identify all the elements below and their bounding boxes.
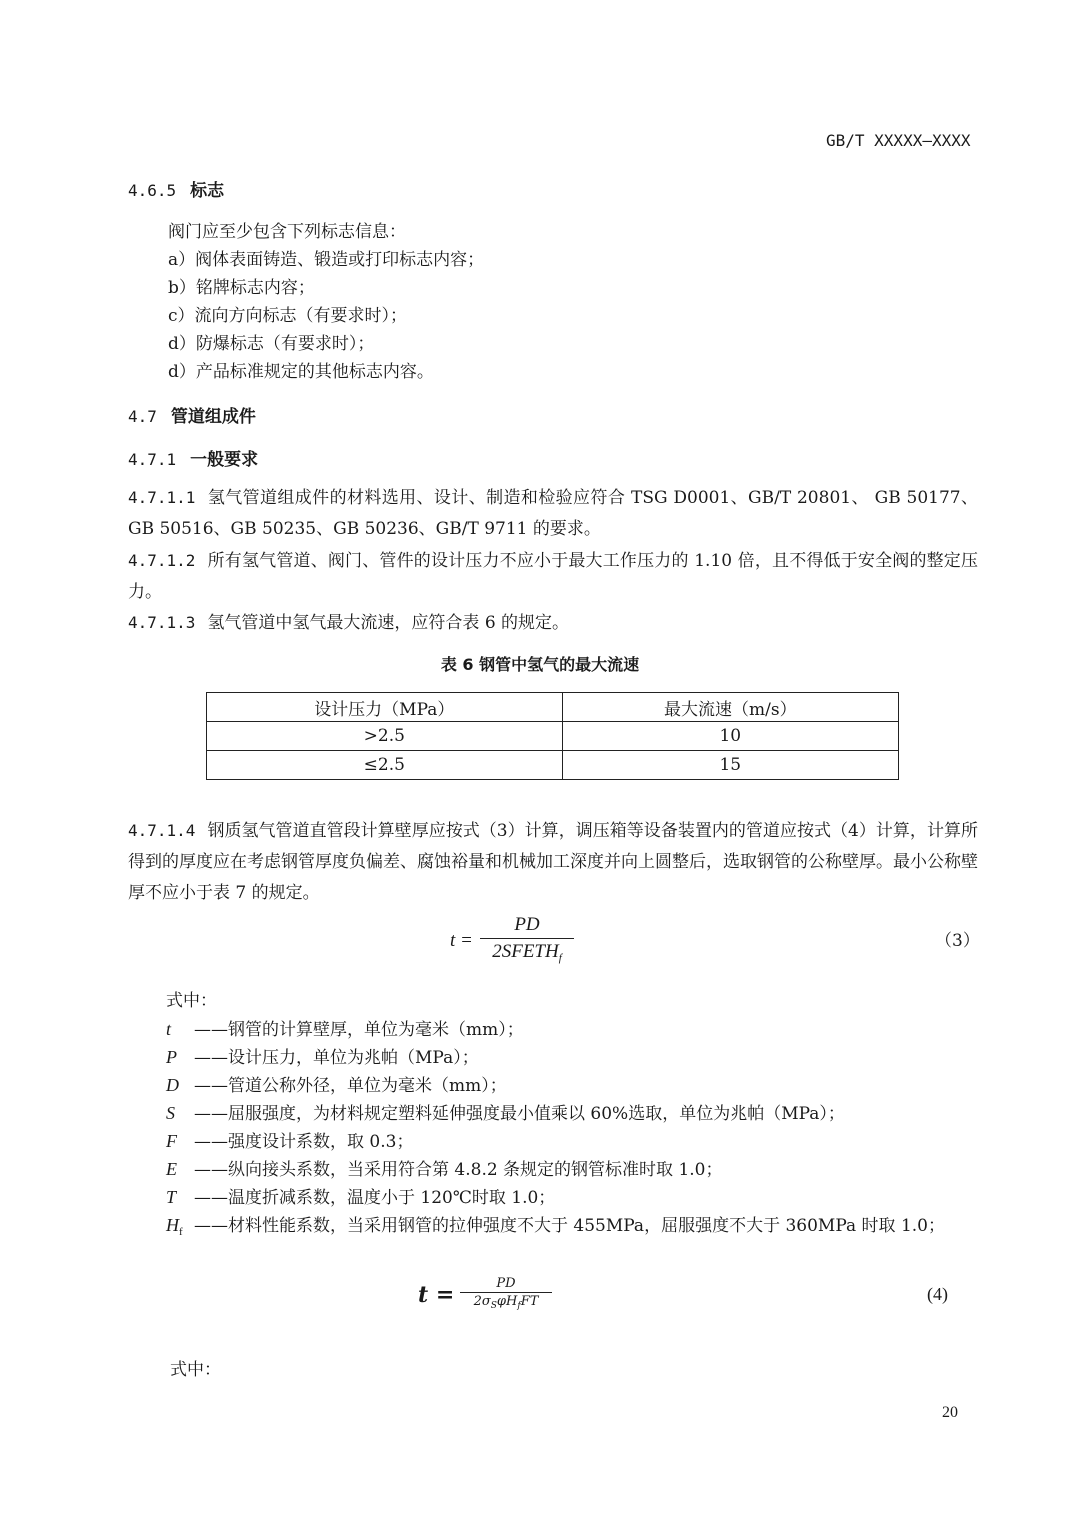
table-row bbox=[207, 722, 899, 751]
list-item: d）防爆标志（有要求时）； bbox=[168, 334, 375, 354]
where-label: 式中： bbox=[170, 1360, 221, 1380]
table-row bbox=[207, 751, 899, 780]
clause-number: 4.7.1.4 bbox=[128, 821, 196, 840]
table-header-cell: 设计压力（MPa） bbox=[207, 693, 563, 722]
list-item: d）产品标准规定的其他标志内容。 bbox=[168, 362, 434, 382]
table-cell: 10 bbox=[562, 722, 898, 751]
equation-4-fraction bbox=[460, 1276, 552, 1311]
clause-number: 4.7.1.3 bbox=[128, 613, 196, 632]
clause-text: 氢气管道中氢气最大流速，应符合表 6 的规定。 bbox=[207, 613, 570, 633]
table-cell: >2.5 bbox=[207, 722, 563, 751]
table-cell: ≤2.5 bbox=[207, 751, 563, 780]
section-4-6-5-heading bbox=[128, 176, 224, 201]
equation-4-label: (4) bbox=[927, 1284, 948, 1304]
equation-3-lhs: t = bbox=[450, 930, 473, 951]
clause-4-7-1-1 bbox=[128, 482, 978, 545]
variable-definition: F ——强度设计系数，取 0.3； bbox=[166, 1131, 414, 1152]
clause-text: 钢质氢气管道直管段计算壁厚应按式（3）计算，调压箱等设备装置内的管道应按式（4）计算，计算所得到的厚度应在考虑钢管厚度负偏差、腐蚀裕量和机械加工深度并向上圆整后，选取钢管的公称壁厚。最小公称壁厚不应小于表 7 的规定。 bbox=[128, 821, 978, 903]
list-item: b）铭牌标志内容； bbox=[168, 278, 315, 298]
equation-4-numerator: PD bbox=[460, 1276, 552, 1293]
table-cell: 15 bbox=[562, 751, 898, 780]
section-number: 4.7.1 bbox=[128, 450, 177, 469]
variable-definition: $H_f$ ——材料性能系数，当采用钢管的拉伸强度不大于 455MPa，屈服强度不大于 360MPa 时取 1.0； bbox=[166, 1215, 945, 1238]
table-header-cell: 最大流速（m/s） bbox=[562, 693, 898, 722]
table-caption: 表 6 钢管中氢气的最大流速 bbox=[440, 655, 640, 674]
equation-3-numerator: PD bbox=[480, 914, 574, 939]
variable-definition: T ——温度折减系数，温度小于 120℃时取 1.0； bbox=[166, 1187, 556, 1208]
clause-4-7-1-2 bbox=[128, 545, 978, 608]
section-4-7-1-heading bbox=[128, 445, 258, 470]
clause-text: 氢气管道组成件的材料选用、设计、制造和检验应符合 TSG D0001、GB/T 20801、 GB 50177、GB 50516、GB 50235、GB 50236、GB/T 9711 的要求。 bbox=[128, 488, 978, 539]
clause-number: 4.7.1.1 bbox=[128, 488, 196, 507]
document-code: GB/T XXXXX—XXXX bbox=[826, 131, 971, 150]
section-title: 标志 bbox=[190, 181, 225, 201]
equation-3-fraction bbox=[480, 914, 574, 964]
section-title: 管道组成件 bbox=[170, 407, 256, 427]
section-number: 4.7 bbox=[128, 407, 157, 426]
variable-definition: P ——设计压力，单位为兆帕（MPa）； bbox=[166, 1047, 479, 1068]
variable-definition: S ——屈服强度，为材料规定塑料延伸强度最小值乘以 60%选取，单位为兆帕（MPa）； bbox=[166, 1103, 845, 1124]
table-6 bbox=[206, 692, 899, 780]
clause-4-7-1-3 bbox=[128, 607, 978, 639]
list-item: a）阀体表面铸造、锻造或打印标志内容； bbox=[168, 250, 485, 270]
variable-definition: t ——钢管的计算壁厚，单位为毫米（mm）； bbox=[166, 1019, 524, 1040]
section-4-7-heading bbox=[128, 402, 256, 427]
variable-definition: D ——管道公称外径，单位为毫米（mm）； bbox=[166, 1075, 507, 1096]
clause-text: 所有氢气管道、阀门、管件的设计压力不应小于最大工作压力的 1.10 倍，且不得低于安全阀的整定压力。 bbox=[128, 551, 978, 602]
clause-4-7-1-4 bbox=[128, 815, 978, 909]
clause-number: 4.7.1.2 bbox=[128, 551, 196, 570]
equation-4-denominator: $2\sigma_S\varphi H_fFT$ bbox=[473, 1294, 539, 1311]
page-number: 20 bbox=[942, 1404, 958, 1421]
section-number: 4.6.5 bbox=[128, 181, 177, 200]
marking-intro: 阀门应至少包含下列标志信息： bbox=[168, 222, 406, 242]
section-title: 一般要求 bbox=[190, 450, 259, 470]
equation-3-label: （3） bbox=[935, 931, 980, 951]
table-header-row bbox=[207, 693, 899, 722]
variable-definition: E ——纵向接头系数，当采用符合第 4.8.2 条规定的钢管标准时取 1.0； bbox=[166, 1159, 723, 1180]
equation-3-denominator: $2SFETH_f$ bbox=[492, 941, 562, 964]
list-item: c）流向方向标志（有要求时）； bbox=[168, 306, 408, 326]
equation-4-lhs: t = bbox=[418, 1282, 455, 1308]
where-label: 式中： bbox=[166, 991, 217, 1011]
